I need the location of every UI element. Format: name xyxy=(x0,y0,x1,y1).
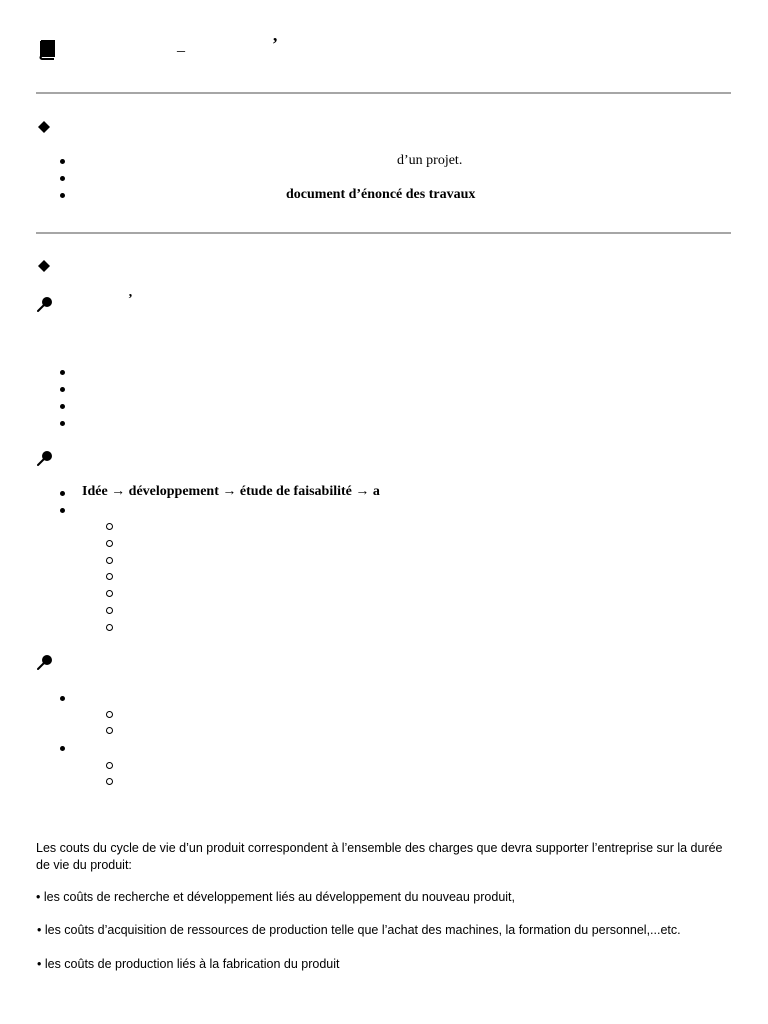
cost-line-production: • les coûts de production liés à la fabrication du produit xyxy=(37,957,340,971)
subitem-circle xyxy=(106,573,113,580)
divider-1 xyxy=(36,92,731,94)
list-item-bullet xyxy=(60,696,65,701)
subitem-circle xyxy=(106,727,113,734)
subitem-circle xyxy=(106,540,113,547)
list-item: Idée → développement → étude de faisabilité → a xyxy=(82,484,380,499)
sub1-apostrophe: ’ xyxy=(128,292,133,307)
pushpin-icon xyxy=(37,296,53,312)
list-item-bullet xyxy=(60,370,65,375)
list-item-bullet xyxy=(60,193,65,198)
cost-line-rd: • les coûts de recherche et développement liés au développement du nouveau produit, xyxy=(36,890,515,904)
divider-2 xyxy=(36,232,731,234)
subitem-circle xyxy=(106,607,113,614)
list-item-bullet xyxy=(60,421,65,426)
list-item-bullet xyxy=(60,746,65,751)
body-paragraph: Les couts du cycle de vie d’un produit correspondent à l’ensemble des charges que devra supporter l’entreprise sur la durée de vie du produit: xyxy=(36,841,723,872)
subitem-circle xyxy=(106,590,113,597)
list-item-bullet xyxy=(60,387,65,392)
title-dash: _ xyxy=(177,37,185,54)
pushpin-icon xyxy=(37,450,53,466)
list-item-bullet xyxy=(60,159,65,164)
subitem-circle xyxy=(106,523,113,530)
list-item-bullet xyxy=(60,176,65,181)
book-icon xyxy=(38,39,58,60)
list-item-bullet xyxy=(60,508,65,513)
subitem-circle xyxy=(106,762,113,769)
list-item: d’un projet. xyxy=(397,153,463,168)
pushpin-icon xyxy=(37,654,53,670)
diamond-icon xyxy=(38,121,50,133)
cost-line-acquisition: • les coûts d’acquisition de ressources de production telle que l’achat des machines, la formation du personnel,...etc. xyxy=(37,923,681,937)
subitem-circle xyxy=(106,711,113,718)
title-apostrophe: ’ xyxy=(272,34,278,54)
list-item-bullet xyxy=(60,491,65,496)
subitem-circle xyxy=(106,778,113,785)
list-item: document d’énoncé des travaux xyxy=(286,187,476,202)
subitem-circle xyxy=(106,624,113,631)
diamond-icon xyxy=(38,260,50,272)
subitem-circle xyxy=(106,557,113,564)
list-item-bullet xyxy=(60,404,65,409)
